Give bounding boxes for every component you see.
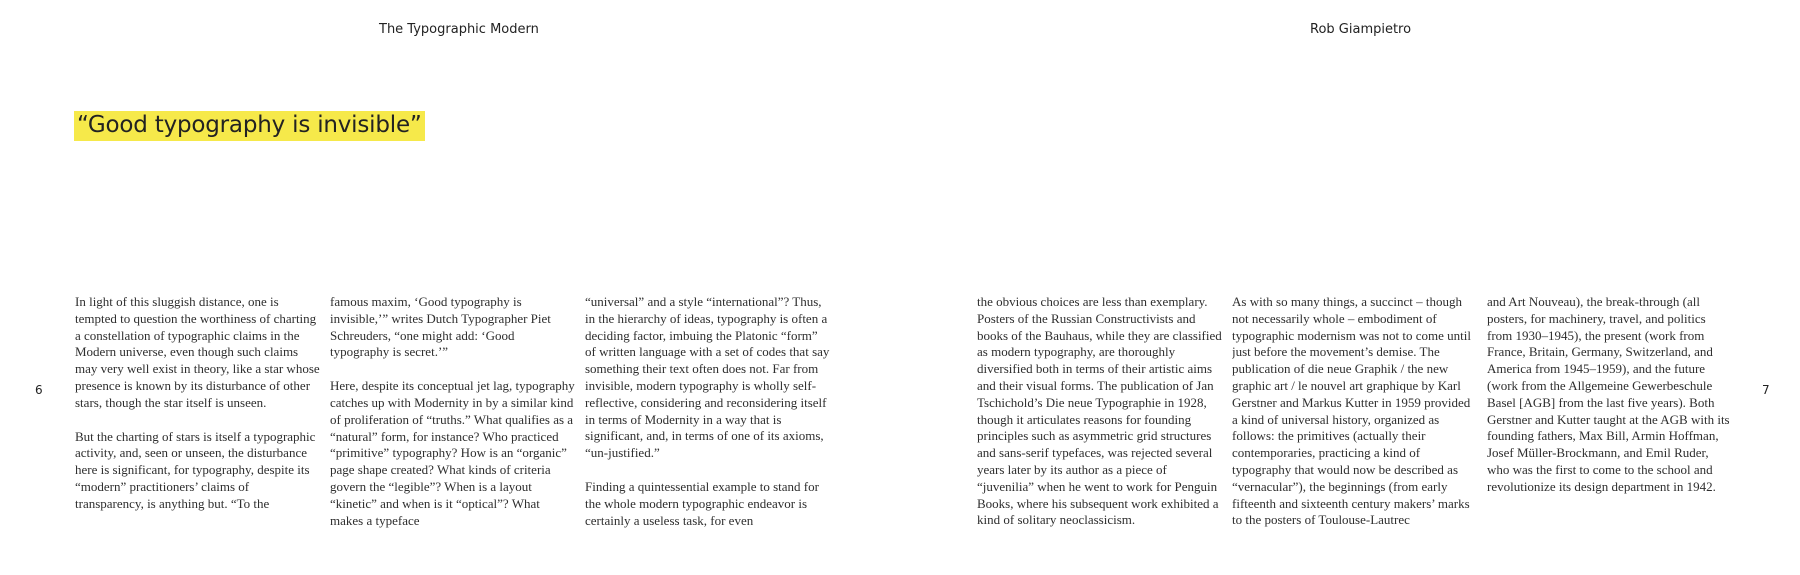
- paragraph: famous maxim, ‘Good typography is invisible,’” writes Dutch Typographer Piet Schreuders, “one might add: ‘Good typography is secret.’”: [330, 294, 551, 360]
- pull-quote: “Good typography is invisible”: [74, 111, 425, 141]
- running-head-title: The Typographic Modern: [379, 22, 539, 37]
- running-head-author: Rob Giampietro: [1310, 22, 1412, 37]
- paragraph: But the charting of stars is itself a typographic activity, and, seen or unseen, the disturbance here is significant, for typography, despite its “modern” practitioners’ claims of transparency, is anything but. “To the: [75, 428, 316, 511]
- body-column-1: [75, 294, 321, 549]
- body-column-5: [1232, 294, 1478, 549]
- page-number-right: 7: [1762, 383, 1770, 397]
- body-column-6: [1487, 294, 1733, 549]
- paragraph: As with so many things, a succinct – though not necessarily whole – embodiment of typographic modernism was not to come until just before the movement’s demise. The publication of die neue Graphik / the new graphic art / le nouvel art graphique by Karl Gerstner and Markus Kutter in 1959 provided a kind of universal history, organized as follows: the primitives (actually their contemporaries, practicing a kind of typography that would now be described as “vernacular”), the beginnings (from early fifteenth and sixteenth century makers’ marks to the posters of Toulouse-Lautrec: [1232, 294, 1472, 528]
- body-column-4: [977, 294, 1223, 549]
- paragraph: the obvious choices are less than exemplary. Posters of the Russian Constructivists and books of the Bauhaus, while they are classified as modern typography, are thoroughly diversified both in terms of their artistic aims and their visual forms. The publication of Jan Tschichold’s Die neue Typographie in 1928, though it articulates reasons for founding principles such as asymmetric grid structures and sans-serif typefaces, was rejected several years later by its author as a piece of “juvenilia” when he went to work for Penguin Books, where his subsequent work exhibited a kind of solitary neoclassicism.: [977, 294, 1222, 528]
- paragraph: and Art Nouveau), the break-through (all posters, for machinery, travel, and politics from 1930–1945), the present (work from France, Britain, Germany, Switzerland, and America from 1945–1959), and the future (work from the Allgemeine Gewerbeschule Basel [AGB] from the last five years). Both Gerstner and Kutter taught at the AGB with its founding fathers, Max Bill, Armin Hoffman, Josef Müller-Brockmann, and Emil Ruder, who was the first to come to the school and revolutionize its design department in 1942.: [1487, 294, 1730, 494]
- paragraph: Finding a quintessential example to stand for the whole modern typographic endeavor is certainly a useless task, for even: [585, 478, 819, 528]
- paragraph: In light of this sluggish distance, one is tempted to question the worthiness of charting a constellation of typographic claims in the Modern universe, even though such claims may very well exist in theory, like a star whose presence is known by its disturbance of other stars, though the star itself is unseen.: [75, 294, 320, 410]
- paragraph: “universal” and a style “international”? Thus, in the hierarchy of ideas, typography is often a deciding factor, imbuing the Platonic “form” of written language with a set of codes that say something their text often does not. Far from invisible, modern typography is wholly self-reflective, considering and reconsidering itself in terms of Modernity in a way that is significant, and, in terms of one of its axioms, “un-justified.”: [585, 294, 830, 461]
- paragraph: Here, despite its conceptual jet lag, typography catches up with Modernity in by a similar kind of proliferation of “truths.” What qualifies as a “natural” form, for instance? Who practiced “primitive” typography? How is an “organic” page shape created? What kinds of criteria govern the “legible”? When is a layout “kinetic” and when is it “optical”? What makes a typeface: [330, 378, 575, 528]
- body-column-3: [585, 294, 831, 549]
- body-column-2: [330, 294, 576, 549]
- page-number-left: 6: [35, 383, 43, 397]
